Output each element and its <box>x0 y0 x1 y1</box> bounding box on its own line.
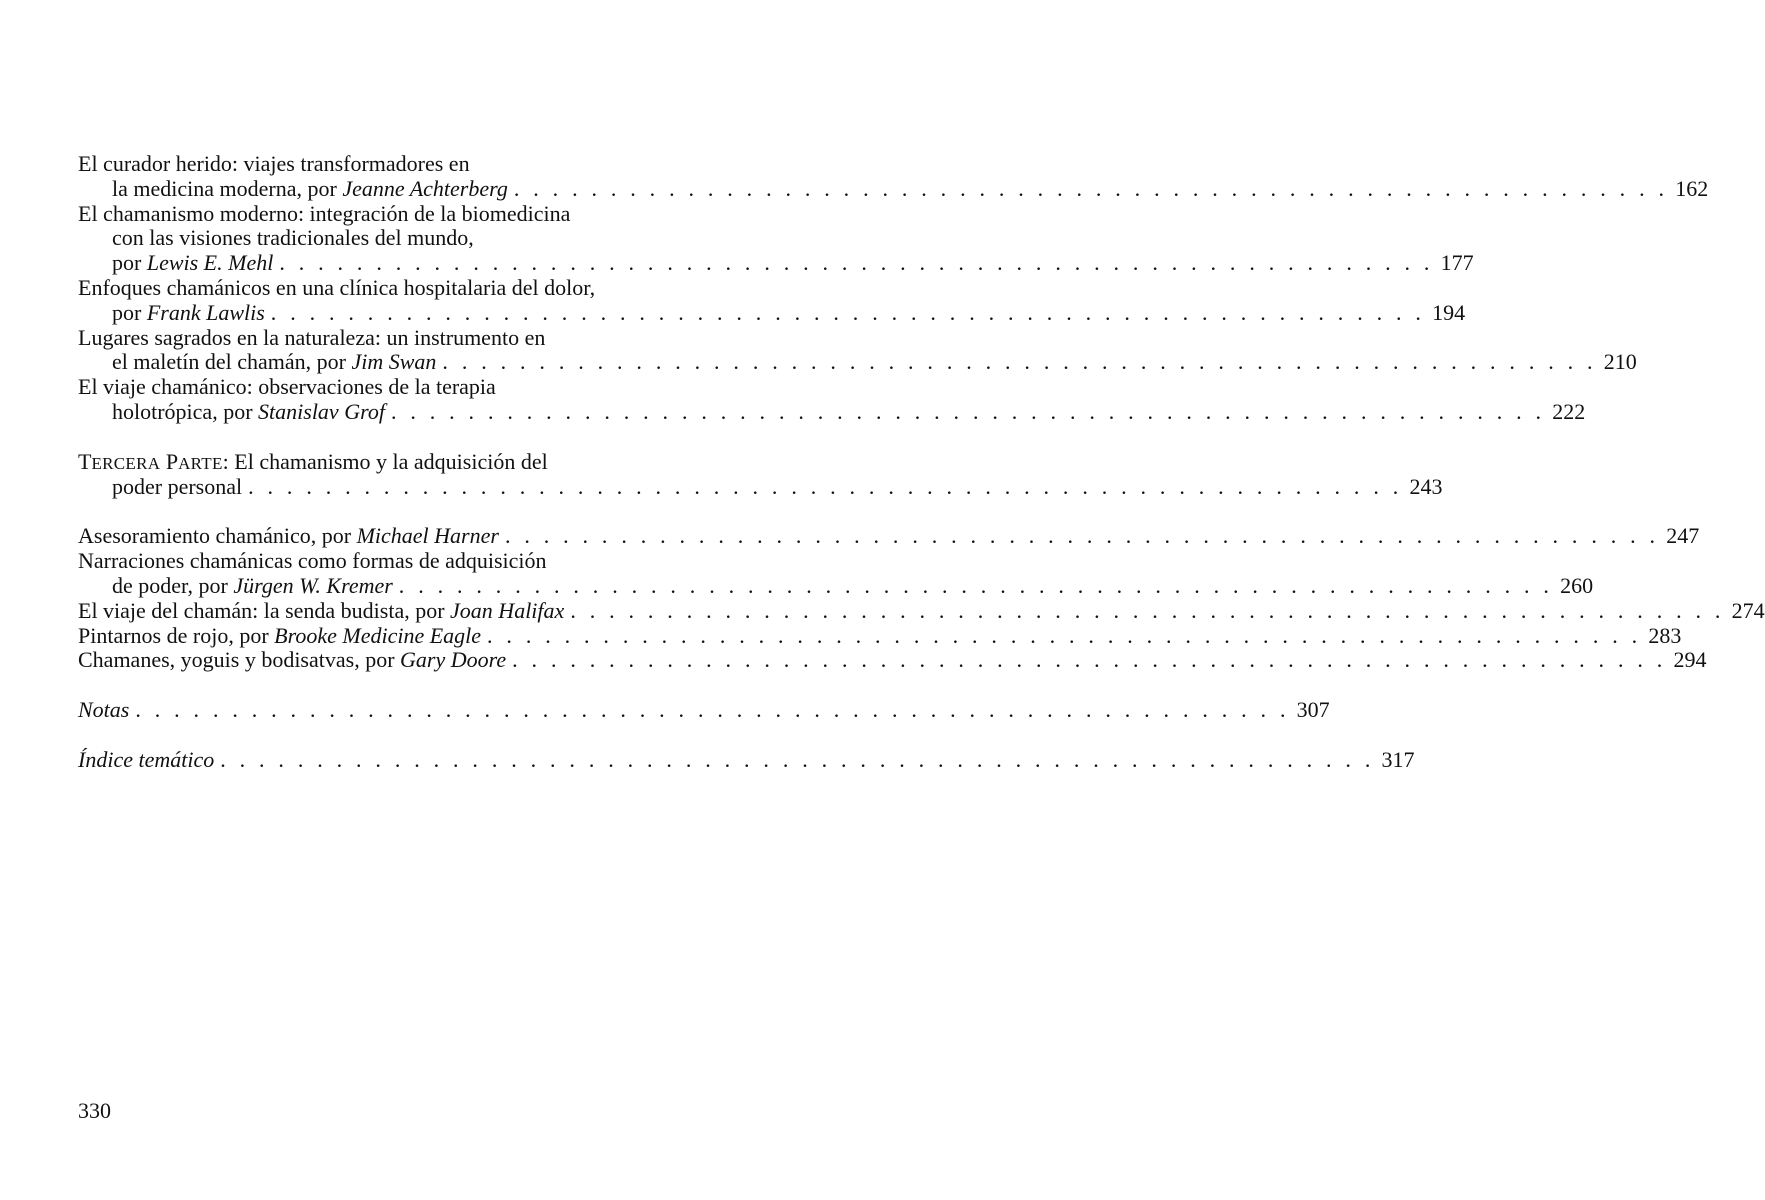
dot-leader: . . . . . . . . . . . . . . . . . . . . . . . . . . . . . . . . . . . . . . . . . . . . . . . . . . . . . . . . . . . . <box>279 250 1434 276</box>
page-number: 210 <box>1603 349 1637 375</box>
page-number: 274 <box>1731 597 1765 623</box>
toc-entry <box>78 200 1474 276</box>
entry-author: Frank Lawlis <box>146 299 265 325</box>
toc-entry <box>78 523 1700 549</box>
page-number: 283 <box>1648 622 1682 648</box>
dot-leader: . . . . . . . . . . . . . . . . . . . . . . . . . . . . . . . . . . . . . . . . . . . . . . . . . . . . . . . . . . . . <box>135 697 1290 723</box>
part-small-caps-initial: T <box>78 448 92 474</box>
dot-leader: . . . . . . . . . . . . . . . . . . . . . . . . . . . . . . . . . . . . . . . . . . . . . . . . . . . . . . . . . . . . <box>390 398 1546 424</box>
dot-leader: . . . . . . . . . . . . . . . . . . . . . . . . . . . . . . . . . . . . . . . . . . . . . . . . . . . . . . . . . . . . <box>248 473 1403 499</box>
dot-leader: . . . . . . . . . . . . . . . . . . . . . . . . . . . . . . . . . . . . . . . . . . . . . . . . . . . . . . . . . . . . <box>504 523 1660 549</box>
dot-leader: . . . . . . . . . . . . . . . . . . . . . . . . . . . . . . . . . . . . . . . . . . . . . . . . . . . . . . . . . . . . <box>513 175 1669 201</box>
page-number: 243 <box>1409 473 1443 499</box>
entry-title-line: Asesoramiento chamánico, por <box>78 523 357 549</box>
entry-title-line: El chamanismo moderno: integración de la biomedicina <box>78 200 571 226</box>
entry-title-line: El curador herido: viajes transformadores en <box>78 151 470 176</box>
page-number: 307 <box>1296 697 1330 723</box>
entry-title-line: El viaje chamánico: observaciones de la terapia <box>78 374 496 400</box>
part-title: : El chamanismo y la adquisición del <box>222 448 548 474</box>
part-small-caps: ERCERA <box>91 453 161 473</box>
entry-author: Gary Doore <box>400 647 507 673</box>
page-folio: 330 <box>78 1098 111 1123</box>
entry-author: Jürgen W. Kremer <box>233 572 393 598</box>
page-number: 162 <box>1675 175 1709 201</box>
entry-title-line: con las visiones tradicionales del mundo, <box>112 225 474 251</box>
toc-entry <box>78 151 1709 202</box>
entry-title-line: Pintarnos de rojo, por <box>78 622 275 648</box>
entry-title-line: Lugares sagrados en la naturaleza: un instrumento en <box>78 324 546 350</box>
entry-author: Stanislav Grof <box>258 398 385 424</box>
entry-title-line: por <box>112 250 147 276</box>
dot-leader: . . . . . . . . . . . . . . . . . . . . . . . . . . . . . . . . . . . . . . . . . . . . . . . . . . . . . . . . . . . . <box>220 746 1375 772</box>
entry-author: Lewis E. Mehl <box>146 250 274 276</box>
dot-leader: . . . . . . . . . . . . . . . . . . . . . . . . . . . . . . . . . . . . . . . . . . . . . . . . . . . . . . . . . . . . <box>442 349 1597 375</box>
part-heading <box>78 448 1443 500</box>
entry-author: Michael Harner <box>356 523 499 549</box>
part-small-caps: ARTE <box>178 453 223 473</box>
entry-author: Jim Swan <box>351 349 437 375</box>
dot-leader: . . . . . . . . . . . . . . . . . . . . . . . . . . . . . . . . . . . . . . . . . . . . . . . . . . . . . . . . . . . . <box>570 597 1725 623</box>
part-title-line: poder personal <box>112 473 243 499</box>
dot-leader: . . . . . . . . . . . . . . . . . . . . . . . . . . . . . . . . . . . . . . . . . . . . . . . . . . . . . . . . . . . . <box>270 299 1426 325</box>
page-number: 317 <box>1381 746 1415 772</box>
entry-author: Brooke Medicine Eagle <box>274 622 482 648</box>
toc-entry <box>78 274 1466 326</box>
toc-entry <box>78 647 1707 673</box>
toc-entry <box>78 548 1594 599</box>
page-number: 247 <box>1666 523 1700 549</box>
section-gap <box>78 425 650 450</box>
part-small-caps-initial: P <box>165 448 179 474</box>
page-number: 177 <box>1440 250 1474 276</box>
page-number: 222 <box>1552 398 1586 424</box>
dot-leader: . . . . . . . . . . . . . . . . . . . . . . . . . . . . . . . . . . . . . . . . . . . . . . . . . . . . . . . . . . . . <box>512 647 1667 673</box>
entry-title-line: Narraciones chamánicas como formas de adquisición <box>78 548 547 574</box>
page-number: 194 <box>1432 299 1466 325</box>
notes-label: Notas <box>78 697 130 723</box>
entry-title-line: el maletín del chamán, por <box>112 349 352 375</box>
index-label: Índice temático <box>78 746 215 772</box>
toc-entry <box>78 622 1682 649</box>
entry-author: Joan Halifax <box>450 597 565 623</box>
section-gap <box>78 499 650 524</box>
entry-title-line: Chamanes, yoguis y bodisatvas, por <box>78 647 401 673</box>
dot-leader: . . . . . . . . . . . . . . . . . . . . . . . . . . . . . . . . . . . . . . . . . . . . . . . . . . . . . . . . . . . . <box>398 572 1554 598</box>
notes-entry <box>78 697 1330 723</box>
toc-entry <box>78 324 1637 376</box>
entry-title-line: por <box>112 299 147 325</box>
toc-entry <box>78 597 1765 624</box>
entry-title-line: El viaje del chamán: la senda budista, por <box>78 597 451 623</box>
entry-title-line: Enfoques chamánicos en una clínica hospitalaria del dolor, <box>78 274 596 300</box>
page-number: 294 <box>1673 647 1707 673</box>
toc-entry <box>78 374 1586 425</box>
entry-author: Jeanne Achterberg <box>342 175 508 201</box>
entry-title-line: de poder, por <box>112 572 234 598</box>
page-number: 260 <box>1560 572 1594 598</box>
dot-leader: . . . . . . . . . . . . . . . . . . . . . . . . . . . . . . . . . . . . . . . . . . . . . . . . . . . . . . . . . . . . <box>487 622 1642 648</box>
entry-title-line: la medicina moderna, por <box>112 175 343 201</box>
index-entry <box>78 746 1415 773</box>
section-gap <box>78 723 650 748</box>
entry-title-line: holotrópica, por <box>112 398 259 424</box>
section-gap <box>78 673 650 698</box>
table-of-contents <box>78 151 1765 773</box>
